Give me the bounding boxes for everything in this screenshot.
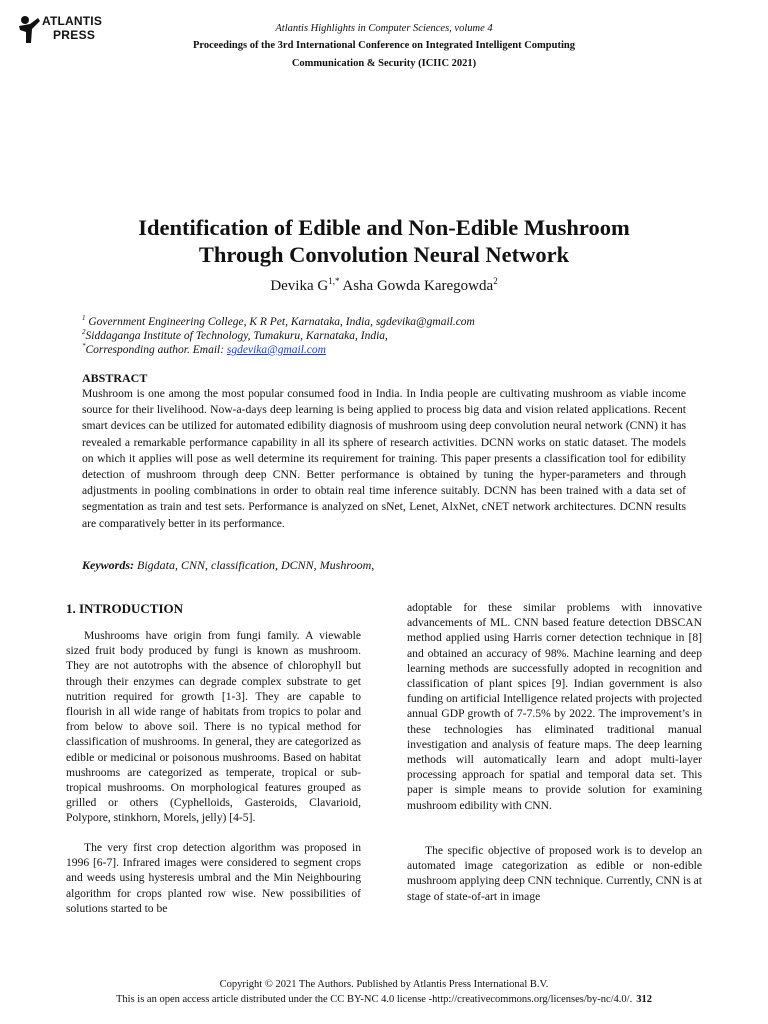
proceedings-line1: Proceedings of the 3rd International Conference on Integrated Intelligent Computing [193,40,575,51]
corresponding-email-link[interactable]: sgdevika@gmail.com [226,343,326,356]
affiliation-mark: 2 [82,328,86,336]
corresponding-author [82,342,326,356]
paper-title [0,214,768,268]
proceedings-line2: Communication & Security (ICIIC 2021) [291,58,477,69]
series-title: Atlantis Highlights in Computer Sciences, volume 4 [275,23,493,34]
affiliation-mark: * [82,342,86,350]
paragraph-text: The very first crop detection algorithm was proposed in 1996 [6-7]. Infrared images were considered to segment crops and weeds using hysteresis umbral and the Min Neighbouring algorithm for crops planted row wise. New possibilities of solutions started to be [66,841,361,915]
author-affiliation-mark: 2 [493,276,498,286]
copyright-notice: Copyright © 2021 The Authors. Published by Atlantis Press International B.V. [219,979,549,990]
license-notice [0,994,768,1005]
paragraph [407,843,702,904]
title-line1: Identification of Edible and Non-Edible Mushroom [138,215,630,240]
paragraph-text: The specific objective of proposed work is to develop an automated image categorization as edible or non-edible mushroom applying deep CNN technique. Currently, CNN is at stage of state-of-art in image [407,844,702,903]
publisher-name-line2: PRESS [53,28,96,42]
affiliation-text: Siddaganga Institute of Technology, Tumakuru, Karnataka, India, [85,329,388,342]
paragraph [407,600,702,813]
affiliation-2 [82,328,388,342]
author-name: Asha Gowda Karegowda [339,278,494,294]
keywords-label: Keywords: [82,558,134,572]
affiliation-text: Government Engineering College, K R Pet, Karnataka, India, sgdevika@gmail.com [85,315,475,328]
affiliation-mark: 1 [82,314,86,322]
author-list [0,276,768,295]
paragraph-text: Mushrooms have origin from fungi family. A viewable sized fruit body produced by fungi is known as mushroom. They are not autotrophs with the absence of chlorophyll but through their enzymes can degrade complex substrate to get nutrition required for growth [1-3]. They are capable to flourish in all wide range of habitats from tropics to polar and from below to above soil. There is no typical method for classification of mushrooms. In general, they are categorized as edible or medicinal or poisonous mushrooms. Based on habitat mushrooms are categorized as temperate, tropical or sub-tropical mushrooms. On morphological features grouped as grilled or others (Cyphelloids, Gasteroids, Clavarioid, Polypore, stinkhorn, Morels, jelly) [4-5]. [66,629,361,825]
publisher-name-line1: ATLANTIS [42,14,103,28]
abstract-heading: ABSTRACT [82,371,148,385]
paragraph-text: adoptable for these similar problems with innovative advancements of ML. CNN based feature detection DBSCAN method applied using Harris corner detection technique in [8] and obtained an accuracy of 98%. Machine learning and deep learning methods are successfully adopted in recognition and classification of plant spices [9]. Indian government is also funding on artificial Intelligence related projects with projected annual GDP growth of 7-7.5% by 2022. The improvement’s in these technologies has eliminated traditional manual investigation and analysis of feature maps. The deep learning methods will automatically learn and adopt multi-layer processing approach for spatial and temporal data set. This paper is simple means to provide solution for examining mushroom edibility with CNN. [407,601,702,812]
title-line2: Through Convolution Neural Network [198,242,570,267]
paragraph [66,840,361,916]
affiliation-1 [82,314,475,328]
abstract-body: Mushroom is one among the most popular consumed food in India. In India people are cultivating mushroom as viable income source for their livelihood. Now-a-days deep learning is being applied to process big data and vision related applications. Recent smart devices can be utilized for automated edibility diagnosis of mushroom using deep convolution neural network (CNN) it has revealed a remarkable performance capability in all its sphere of research activities. DCNN works on static dataset. The models on which it applies will pose as well determine its requirement for training. This paper presents a classification tool for edibility detection of mushroom through deep CNN. Better performance is obtained by tuning the hyper-parameters and through adjustments in pooling combinations in order to obtain real time inference suitably. DCNN has been trained with a data set of segmentation as train and test sets. Performance is analyzed on sNet, Lenet, AlxNet, cNET network architectures. DCNN results are comparatively better in its performance. [82,387,686,530]
paragraph [66,628,361,826]
author-name: Devika G [270,278,329,294]
section-heading: 1. INTRODUCTION [66,601,184,616]
keywords-value: Bigdata, CNN, classification, DCNN, Mushroom, [134,558,375,572]
license-text: This is an open access article distributed under the CC BY-NC 4.0 license -http://creativecommons.org/licenses/by-nc/4.0/. [116,994,633,1005]
author-affiliation-mark: 1,* [328,276,340,286]
keywords [82,558,374,573]
affiliation-text: Corresponding author. Email: [85,343,227,356]
page-number: 312 [636,994,652,1005]
